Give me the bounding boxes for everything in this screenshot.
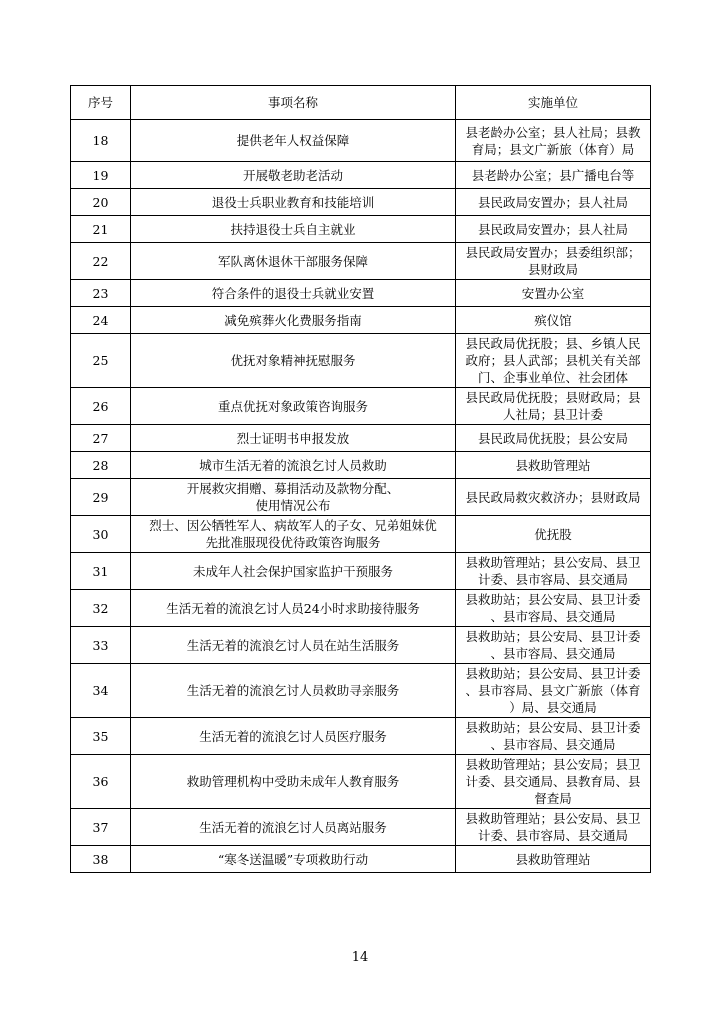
row-number: 27 (71, 425, 131, 452)
item-name-cell: 烈士证明书申报发放 (131, 425, 456, 452)
item-name-cell: 城市生活无着的流浪乞讨人员救助 (131, 452, 456, 479)
row-number: 34 (71, 664, 131, 718)
row-number: 29 (71, 479, 131, 516)
unit-cell: 县救助站；县公安局、县卫计委 、县市容局、县交通局 (456, 718, 651, 755)
item-name-cell: 开展救灾捐赠、募捐活动及款物分配、 使用情况公布 (131, 479, 456, 516)
page-number: 14 (351, 950, 369, 965)
unit-cell: 县救助管理站 (456, 452, 651, 479)
unit-cell: 县救助站；县公安局、县卫计委 、县市容局、县文广新旅（体育 ）局、县交通局 (456, 664, 651, 718)
row-number: 20 (71, 189, 131, 216)
item-name-cell: “寒冬送温暖”专项救助行动 (131, 846, 456, 873)
item-name-cell: 减免殡葬火化费服务指南 (131, 307, 456, 334)
table-row (71, 120, 651, 162)
table-row (71, 590, 651, 627)
item-name-cell: 重点优抚对象政策咨询服务 (131, 388, 456, 425)
table-row (71, 553, 651, 590)
row-number: 26 (71, 388, 131, 425)
item-name-cell: 未成年人社会保护国家监护干预服务 (131, 553, 456, 590)
item-name-cell: 生活无着的流浪乞讨人员在站生活服务 (131, 627, 456, 664)
unit-cell: 县民政局优抚股；县财政局；县 人社局；县卫计委 (456, 388, 651, 425)
item-name-cell: 生活无着的流浪乞讨人员医疗服务 (131, 718, 456, 755)
header-number: 序号 (71, 86, 131, 120)
row-number: 21 (71, 216, 131, 243)
row-number: 36 (71, 755, 131, 809)
item-name-cell: 优抚对象精神抚慰服务 (131, 334, 456, 388)
unit-cell: 县救助站；县公安局、县卫计委 、县市容局、县交通局 (456, 590, 651, 627)
unit-cell: 县民政局安置办；县委组织部； 县财政局 (456, 243, 651, 280)
table-row (71, 216, 651, 243)
header-item-name: 事项名称 (131, 86, 456, 120)
unit-cell: 安置办公室 (456, 280, 651, 307)
table-row (71, 307, 651, 334)
table-row (71, 452, 651, 479)
row-number: 23 (71, 280, 131, 307)
table-row (71, 627, 651, 664)
item-name-cell: 退役士兵职业教育和技能培训 (131, 189, 456, 216)
unit-cell: 县民政局安置办；县人社局 (456, 216, 651, 243)
table-row (71, 755, 651, 809)
table-row (71, 280, 651, 307)
unit-cell: 优抚股 (456, 516, 651, 553)
unit-cell: 县救助管理站；县公安局；县卫 计委、县交通局、县教育局、县 督查局 (456, 755, 651, 809)
item-name-cell: 烈士、因公牺牲军人、病故军人的子女、兄弟姐妹优 先批准服现役优待政策咨询服务 (131, 516, 456, 553)
row-number: 38 (71, 846, 131, 873)
table-row (71, 809, 651, 846)
unit-cell: 县民政局优抚股；县、乡镇人民 政府；县人武部；县机关有关部 门、企事业单位、社会团体 (456, 334, 651, 388)
table-row (71, 479, 651, 516)
row-number: 28 (71, 452, 131, 479)
services-table (70, 85, 651, 873)
unit-cell: 县老龄办公室；县广播电台等 (456, 162, 651, 189)
row-number: 35 (71, 718, 131, 755)
table-row (71, 243, 651, 280)
unit-cell: 县民政局救灾救济办；县财政局 (456, 479, 651, 516)
item-name-cell: 提供老年人权益保障 (131, 120, 456, 162)
item-name-cell: 扶持退役士兵自主就业 (131, 216, 456, 243)
table-row (71, 718, 651, 755)
row-number: 24 (71, 307, 131, 334)
row-number: 33 (71, 627, 131, 664)
item-name-cell: 生活无着的流浪乞讨人员离站服务 (131, 809, 456, 846)
item-name-cell: 生活无着的流浪乞讨人员24小时求助接待服务 (131, 590, 456, 627)
table-row (71, 425, 651, 452)
header-unit: 实施单位 (456, 86, 651, 120)
unit-cell: 县民政局优抚股；县公安局 (456, 425, 651, 452)
row-number: 22 (71, 243, 131, 280)
item-name-cell: 救助管理机构中受助未成年人教育服务 (131, 755, 456, 809)
table-row (71, 846, 651, 873)
unit-cell: 县老龄办公室；县人社局；县教 育局；县文广新旅（体育）局 (456, 120, 651, 162)
table-row (71, 664, 651, 718)
table-row (71, 516, 651, 553)
table-header-row (71, 86, 651, 120)
row-number: 32 (71, 590, 131, 627)
row-number: 19 (71, 162, 131, 189)
table-row (71, 162, 651, 189)
item-name-cell: 军队离休退休干部服务保障 (131, 243, 456, 280)
row-number: 31 (71, 553, 131, 590)
table-row (71, 189, 651, 216)
unit-cell: 县民政局安置办；县人社局 (456, 189, 651, 216)
row-number: 25 (71, 334, 131, 388)
table-row (71, 388, 651, 425)
row-number: 37 (71, 809, 131, 846)
row-number: 18 (71, 120, 131, 162)
item-name-cell: 开展敬老助老活动 (131, 162, 456, 189)
item-name-cell: 符合条件的退役士兵就业安置 (131, 280, 456, 307)
unit-cell: 县救助管理站；县公安局、县卫 计委、县市容局、县交通局 (456, 809, 651, 846)
item-name-cell: 生活无着的流浪乞讨人员救助寻亲服务 (131, 664, 456, 718)
unit-cell: 县救助管理站 (456, 846, 651, 873)
row-number: 30 (71, 516, 131, 553)
table-body (71, 120, 651, 873)
unit-cell: 县救助站；县公安局、县卫计委 、县市容局、县交通局 (456, 627, 651, 664)
unit-cell: 县救助管理站；县公安局、县卫 计委、县市容局、县交通局 (456, 553, 651, 590)
table-row (71, 334, 651, 388)
unit-cell: 殡仪馆 (456, 307, 651, 334)
